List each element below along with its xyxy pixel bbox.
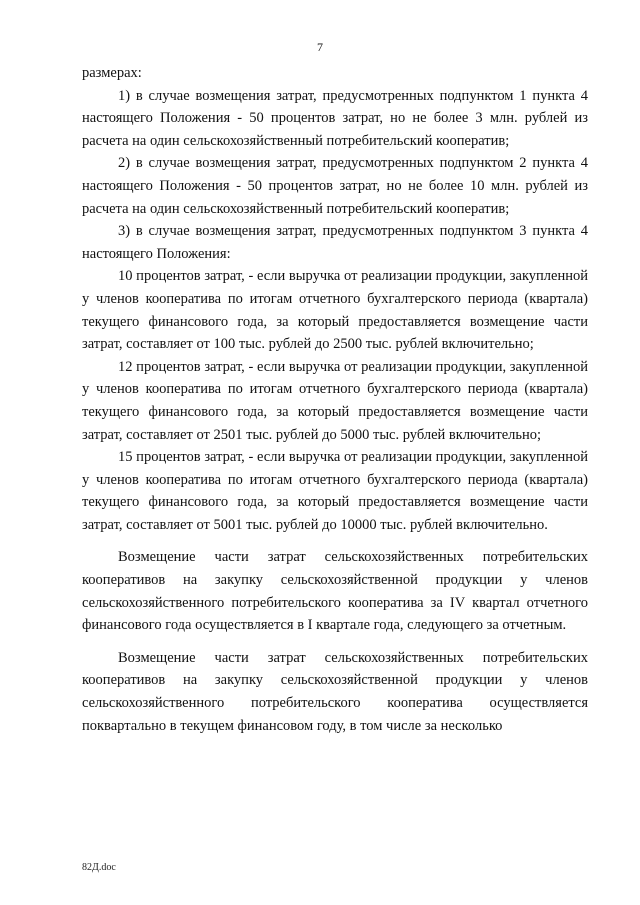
- paragraph-continuation: размерах:: [82, 65, 142, 81]
- paragraph-q4-compensation: Возмещение части затрат сельскохозяйственных потребительских кооперативов на закупку сельскохозяйственной продукции у членов сельскохозяйственного потребительского кооператива за IV квартал отчетного финансового года осуществляется в I квартале года, следующего за отчетным.: [82, 549, 588, 634]
- paragraph-item-3: 3) в случае возмещения затрат, предусмотренных подпунктом 3 пункта 4 настоящего Положения:: [82, 223, 588, 262]
- paragraph-item-1: 1) в случае возмещения затрат, предусмотренных подпунктом 1 пункта 4 настоящего Положения - 50 процентов затрат, но не более 3 млн. рублей из расчета на один сельскохозяйственный потребительский кооператив;: [82, 87, 588, 149]
- paragraph-rate-12: 12 процентов затрат, - если выручка от реализации продукции, закупленной у членов кооператива по итогам отчетного бухгалтерского периода (квартала) текущего финансового года, за который предоставляется возмещение части затрат, составляет от 2501 тыс. рублей до 5000 тыс. рублей включительно;: [82, 358, 588, 443]
- paragraph-item-2: 2) в случае возмещения затрат, предусмотренных подпунктом 2 пункта 4 настоящего Положения - 50 процентов затрат, но не более 10 млн. рублей из расчета на один сельскохозяйственный потребительский кооператив;: [82, 155, 588, 217]
- footer-filename: 82Д.doc: [82, 862, 116, 873]
- document-body: [82, 62, 588, 737]
- paragraph-rate-10: 10 процентов затрат, - если выручка от реализации продукции, закупленной у членов кооператива по итогам отчетного бухгалтерского периода (квартала) текущего финансового года, за который предоставляется возмещение части затрат, составляет от 100 тыс. рублей до 2500 тыс. рублей включительно;: [82, 268, 588, 353]
- paragraph-rate-15: 15 процентов затрат, - если выручка от реализации продукции, закупленной у членов кооператива по итогам отчетного бухгалтерского периода (квартала) текущего финансового года, за который предоставляется возмещение части затрат, составляет от 5001 тыс. рублей до 10000 тыс. рублей включительно.: [82, 449, 588, 533]
- page-number: 7: [317, 40, 323, 54]
- paragraph-quarterly-compensation: Возмещение части затрат сельскохозяйственных потребительских кооперативов на закупку сельскохозяйственной продукции у членов сельскохозяйственного потребительского кооператива осуществляется поквартально в текущем финансовом году, в том числе за несколько: [82, 649, 588, 734]
